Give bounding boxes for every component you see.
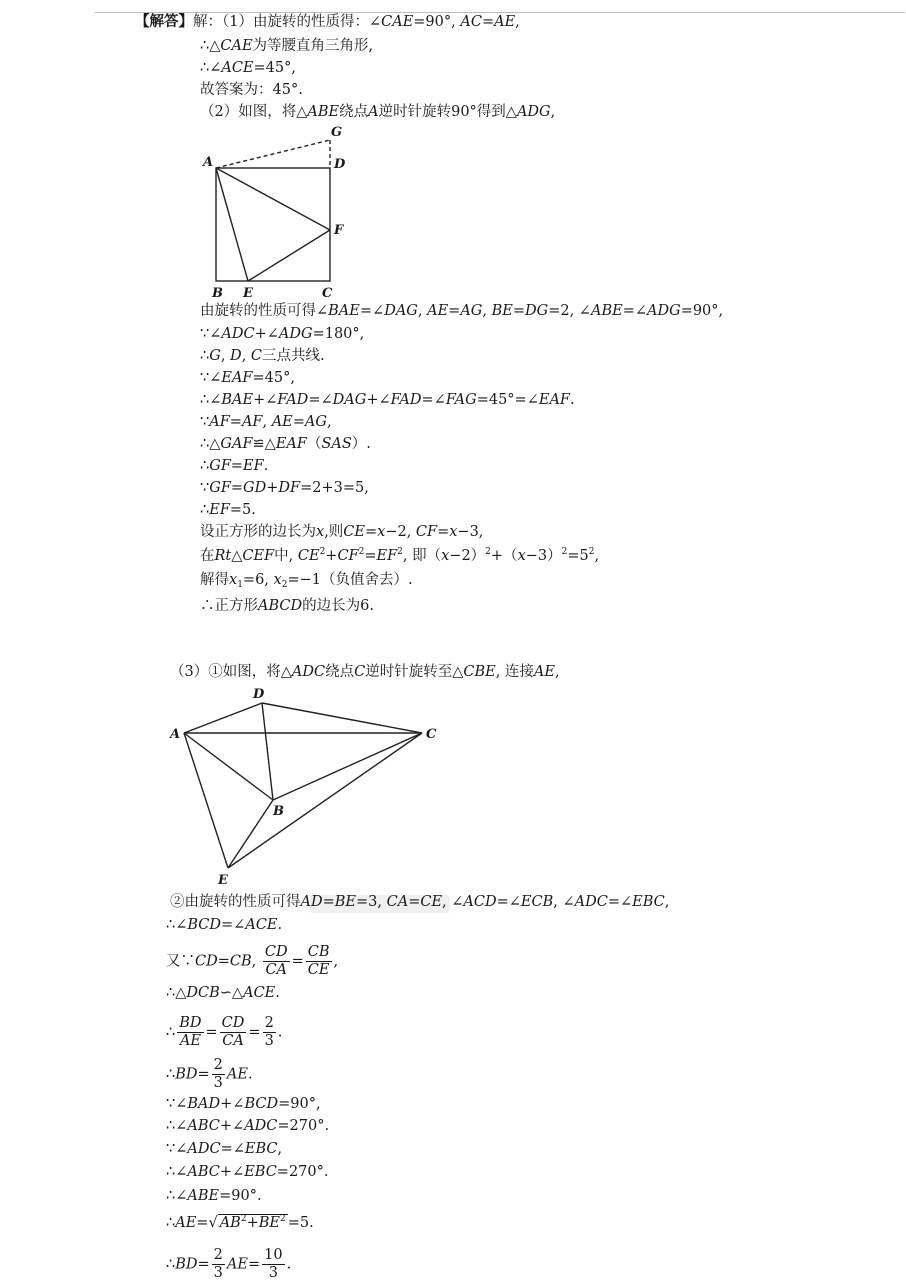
segment-ad <box>184 703 262 733</box>
solution-line-16: 设正方形的边长为x,则CE=x−2, CF=x−3, <box>200 524 484 540</box>
solution-line-6: 由旋转的性质可得∠BAE=∠DAG, AE=AG, BE=DG=2, ∠ABE=∠ADG=90°, <box>200 303 724 319</box>
solution-line-30: ∴∠ABC+∠EBC=270°. <box>166 1164 329 1180</box>
solution-line-29: ∵∠ADC=∠EBC, <box>166 1141 283 1157</box>
solution-line-13: ∴GF=EF. <box>200 458 269 474</box>
solution-line-10: ∴∠BAE+∠FAD=∠DAG+∠FAD=∠FAG=45°=∠EAF. <box>200 392 575 408</box>
fig2-label-e: E <box>218 873 228 888</box>
solution-line-1: 【解答】解：（1）由旋转的性质得：∠CAE=90°, AC=AE, <box>135 14 520 30</box>
solution-line-28: ∴∠ABC+∠ADC=270°. <box>166 1118 330 1134</box>
segment-ef <box>248 230 330 281</box>
segment-af <box>216 168 330 230</box>
solution-line-2: ∴△CAE为等腰直角三角形, <box>200 38 374 54</box>
solution-line-3: ∴∠ACE=45°, <box>200 60 296 76</box>
segment-dc <box>262 703 422 733</box>
fig1-label-b: B <box>212 286 223 301</box>
solution-line-11: ∵AF=AF, AE=AG, <box>200 414 332 430</box>
solution-line-22: ∴∠BCD=∠ACE. <box>166 917 283 933</box>
segment-cb <box>273 733 422 800</box>
segment-ag-dashed <box>216 140 330 168</box>
solution-line-21: ②由旋转的性质可得AD=BE=3, CA=CE, ∠ACD=∠ECB, ∠ADC=∠EBC, <box>170 894 670 910</box>
solution-line-18: 解得$x_1=6$, $x_2=-1$（负值舍去）. <box>200 572 413 590</box>
segment-be <box>228 800 273 868</box>
segment-ab <box>184 733 273 800</box>
solution-line-9: ∵∠EAF=45°, <box>200 370 295 386</box>
fig1-label-a: A <box>203 155 214 170</box>
solution-line-32: ∴AE=√ $AB^2+BE^2 =5$. <box>166 1214 314 1231</box>
solution-line-20: （3）①如图，将△ADC绕点C逆时针旋转至△CBE, 连接AE, <box>170 664 560 680</box>
solution-line-15: ∴EF=5. <box>200 502 256 518</box>
solution-line-33: ∴BD= $\frac{2}{3}$ AE= $\frac{10}{3}$ . <box>166 1247 292 1281</box>
square-abcd <box>216 168 330 281</box>
fig2-label-b: B <box>273 804 284 819</box>
segment-db <box>262 703 273 800</box>
solution-line-12: ∴△GAF≌△EAF（SAS）. <box>200 436 371 452</box>
segment-ae <box>184 733 228 868</box>
solution-line-26: ∴BD= $\frac{2}{3}$ AE. <box>166 1057 253 1091</box>
solution-line-7: ∵∠ADC+∠ADG=180°, <box>200 326 365 342</box>
solution-line-5: （2）如图，将△ABE绕点A逆时针旋转90°得到△ADG, <box>200 104 556 120</box>
solution-line-24: ∴△DCB∽△ACE. <box>166 985 280 1001</box>
fig1-label-f: F <box>334 223 344 238</box>
solution-line-4: 故答案为：45°. <box>200 82 303 98</box>
fig1-label-e: E <box>243 286 253 301</box>
fig1-label-d: D <box>334 157 346 172</box>
solution-line-31: ∴∠ABE=90°. <box>166 1188 262 1204</box>
solution-header: 【解答】 <box>135 14 193 30</box>
segment-ae <box>216 168 248 281</box>
solution-line-19: ∴正方形ABCD的边长为6. <box>200 598 374 614</box>
solution-line-23: 又∵CD=CB, $\frac{CD}{CA}$ = $\frac{CB}{CE}$ , <box>166 944 339 978</box>
solution-line-25: ∴ $\frac{BD}{AE}$ = $\frac{CD}{CA}$ = $\frac{2}{3}$ . <box>166 1015 283 1049</box>
fig2-label-d: D <box>253 687 265 702</box>
solution-line-8: ∴G, D, C三点共线. <box>200 348 325 364</box>
fig1-label-g: G <box>331 125 343 140</box>
fig2-label-c: C <box>426 727 437 742</box>
solution-line-17: 在Rt△CEF中, $CE^2+CF^2=EF^2$, 即$(x-2)^2+(x-3)^2=5^2$, <box>200 547 600 564</box>
solution-line-27: ∵∠BAD+∠BCD=90°, <box>166 1096 321 1112</box>
solution-line-14: ∵GF=GD+DF=2+3=5, <box>200 480 369 496</box>
fig2-label-a: A <box>170 727 181 742</box>
fig1-label-c: C <box>322 286 333 301</box>
segment-ce <box>228 733 422 868</box>
